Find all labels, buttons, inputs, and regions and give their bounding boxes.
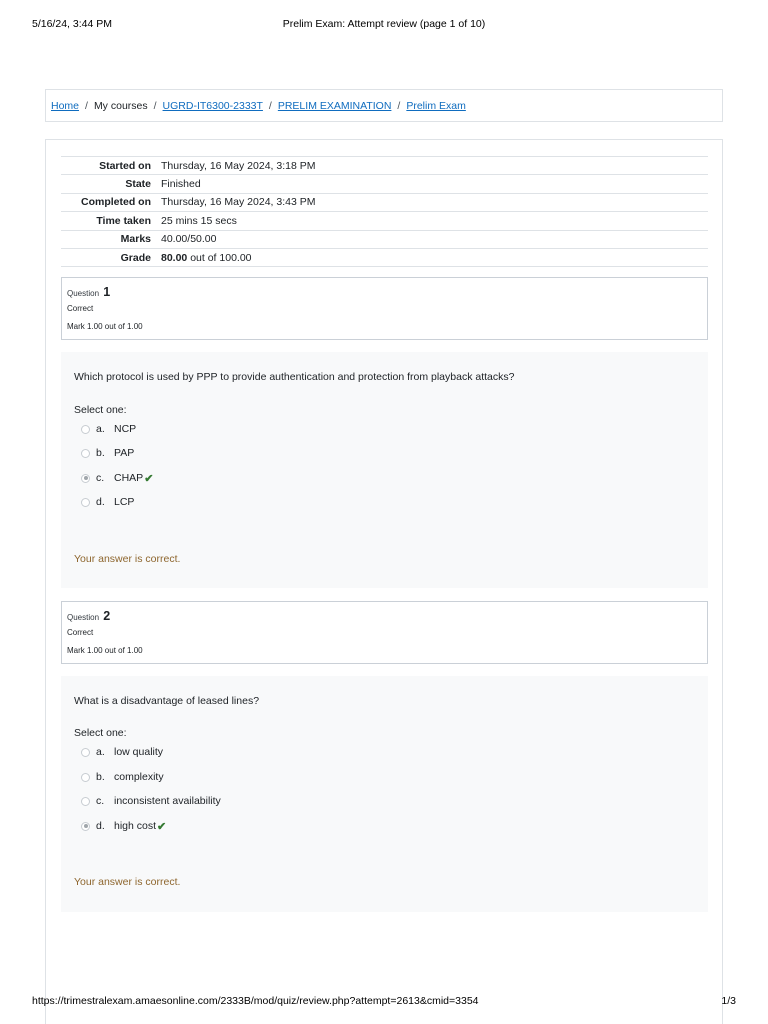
breadcrumb-course-link[interactable]: UGRD-IT6300-2333T: [162, 99, 263, 112]
breadcrumb-section-link[interactable]: PRELIM EXAMINATION: [277, 99, 392, 112]
answer-option[interactable]: [81, 745, 163, 759]
answer-feedback: Your answer is correct.: [74, 876, 181, 888]
answer-text: complexity: [114, 771, 164, 783]
print-url: https://trimestralexam.amaesonline.com/2333B/mod/quiz/review.php?attempt=2613&cmid=3354: [32, 995, 479, 1007]
answer-option[interactable]: [81, 422, 136, 436]
summary-row: [61, 193, 708, 211]
question-label: Question: [67, 289, 100, 298]
summary-row: [61, 212, 708, 230]
radio-button[interactable]: [81, 498, 90, 507]
summary-label: Time taken: [61, 212, 161, 230]
summary-row: [61, 230, 708, 248]
answer-option[interactable]: [81, 819, 166, 833]
answer-letter: d.: [96, 496, 105, 508]
check-icon: ✔: [144, 472, 154, 485]
summary-label: Marks: [61, 230, 161, 248]
summary-row: [61, 157, 708, 175]
select-one-label: Select one:: [74, 727, 127, 739]
print-datetime: 5/16/24, 3:44 PM: [32, 18, 112, 30]
summary-label: State: [61, 175, 161, 193]
question-info: [61, 277, 708, 340]
answer-option[interactable]: [81, 495, 134, 509]
radio-button[interactable]: [81, 748, 90, 757]
attempt-summary-table: [61, 156, 708, 267]
question-text: What is a disadvantage of leased lines?: [74, 695, 260, 707]
question-number-value: 1: [103, 285, 111, 299]
question-content: [61, 676, 708, 912]
radio-button-selected[interactable]: [81, 474, 90, 483]
summary-value: Finished: [161, 175, 708, 193]
answer-letter: a.: [96, 746, 105, 758]
summary-value: Thursday, 16 May 2024, 3:18 PM: [161, 157, 708, 175]
radio-button-selected[interactable]: [81, 822, 90, 831]
summary-label: Grade: [61, 248, 161, 266]
radio-button[interactable]: [81, 449, 90, 458]
grade-out-of: out of 100.00: [187, 251, 252, 264]
answer-text: NCP: [114, 423, 137, 435]
breadcrumb-my-courses: My courses: [93, 99, 148, 112]
select-one-label: Select one:: [74, 404, 127, 416]
breadcrumb-separator: /: [153, 99, 157, 112]
answer-feedback: Your answer is correct.: [74, 553, 181, 565]
print-title: Prelim Exam: Attempt review (page 1 of 10): [282, 18, 486, 30]
answer-letter: c.: [96, 472, 105, 484]
answer-text: high cost: [114, 820, 157, 832]
summary-value: 40.00/50.00: [161, 230, 708, 248]
answer-option[interactable]: [81, 446, 134, 460]
summary-row: [61, 175, 708, 193]
answer-text: PAP: [114, 447, 135, 459]
answer-letter: a.: [96, 423, 105, 435]
question-mark: Mark 1.00 out of 1.00: [67, 646, 143, 655]
answer-option[interactable]: [81, 471, 153, 485]
summary-value: 25 mins 15 secs: [161, 212, 708, 230]
check-icon: ✔: [157, 820, 167, 833]
question-number-value: 2: [103, 609, 111, 623]
question-state: Correct: [67, 628, 94, 637]
summary-label: Completed on: [61, 193, 161, 211]
answer-letter: b.: [96, 771, 105, 783]
breadcrumb-separator: /: [268, 99, 272, 112]
answer-text: LCP: [114, 496, 135, 508]
radio-button[interactable]: [81, 773, 90, 782]
question-number: [67, 285, 707, 299]
radio-button[interactable]: [81, 425, 90, 434]
print-header: [32, 18, 736, 32]
answer-text: CHAP: [114, 472, 144, 484]
breadcrumb-separator: /: [397, 99, 401, 112]
summary-value: [161, 248, 708, 266]
answer-text: inconsistent availability: [114, 795, 221, 807]
answer-option[interactable]: [81, 794, 221, 808]
breadcrumb-quiz-link[interactable]: Prelim Exam: [406, 99, 466, 112]
radio-button[interactable]: [81, 797, 90, 806]
answer-letter: d.: [96, 820, 105, 832]
breadcrumb-home-link[interactable]: Home: [51, 99, 80, 112]
print-page-number: 1/3: [721, 995, 736, 1007]
question-label: Question: [67, 613, 100, 622]
answer-option[interactable]: [81, 770, 164, 784]
question-state: Correct: [67, 304, 94, 313]
summary-row: [61, 248, 708, 266]
question-content: [61, 352, 708, 588]
question-text: Which protocol is used by PPP to provide authentication and protection from playback attacks?: [74, 371, 515, 383]
answer-text: low quality: [114, 746, 164, 758]
grade-value: 80.00: [161, 251, 188, 264]
summary-value: Thursday, 16 May 2024, 3:43 PM: [161, 193, 708, 211]
question-info: [61, 601, 708, 664]
answer-letter: c.: [96, 795, 105, 807]
answer-letter: b.: [96, 447, 105, 459]
print-footer: [32, 995, 736, 1009]
question-mark: Mark 1.00 out of 1.00: [67, 322, 143, 331]
breadcrumb: [45, 89, 723, 122]
question-number: [67, 609, 707, 623]
summary-label: Started on: [61, 157, 161, 175]
breadcrumb-separator: /: [85, 99, 88, 112]
